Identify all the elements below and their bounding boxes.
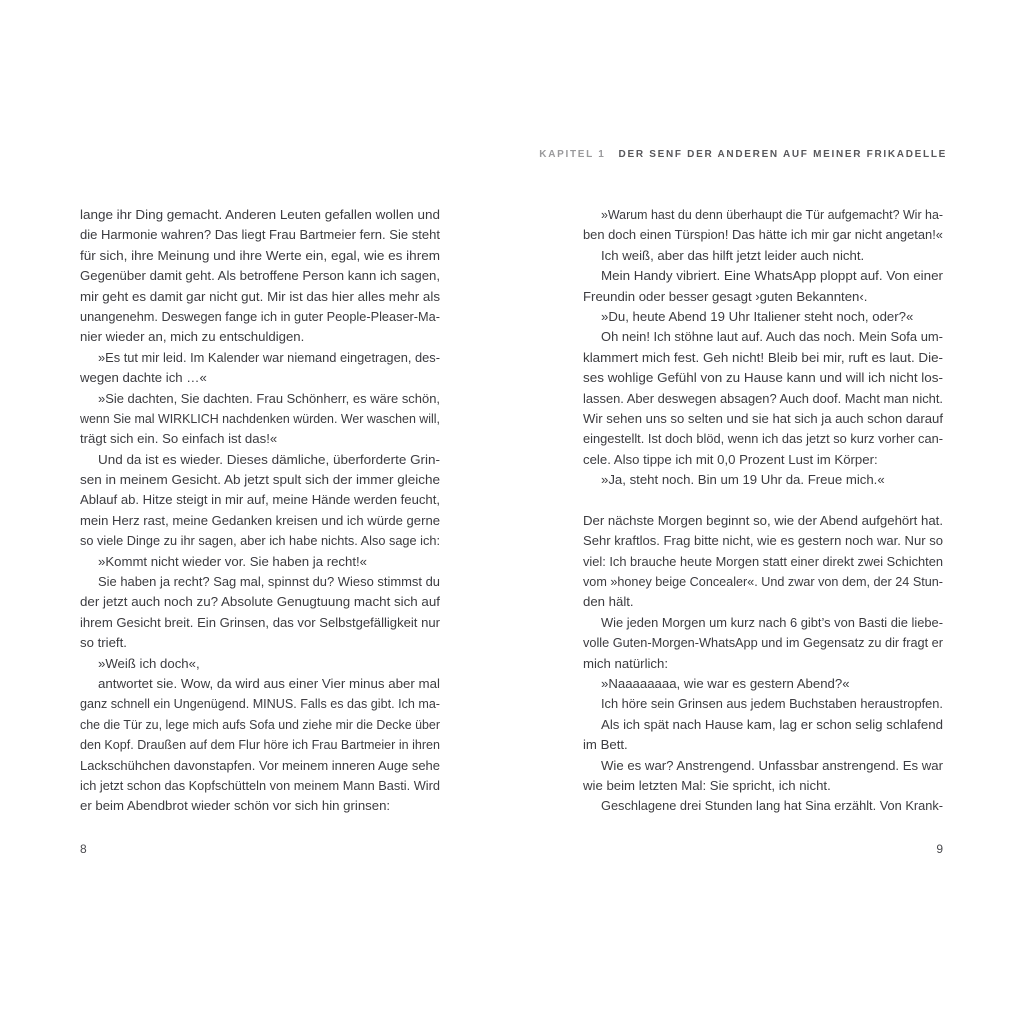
text-line-content: Sehr kraftlos. Frag bitte nicht, wie es gestern noch war. Nur so [583, 533, 943, 549]
text-line [583, 225, 943, 245]
text-line-content: ben doch einen Türspion! Das hätte ich mir gar nicht angetan!« [583, 227, 943, 243]
text-line [80, 470, 440, 490]
left-page-number: 8 [80, 842, 87, 856]
text-line-content: so viele Dinge zu ihr sagen, aber ich habe nichts. Also sage ich: [80, 533, 440, 549]
text-line-content: che die Tür zu, lege mich aufs Sofa und ziehe mir die Decke über [80, 716, 440, 732]
left-page-text [80, 205, 440, 817]
text-line [80, 674, 440, 694]
text-line [80, 796, 440, 816]
text-line [583, 348, 943, 368]
text-line [583, 287, 943, 307]
text-line-content: nier wieder an, mich zu entschuldigen. [80, 329, 305, 345]
text-line [583, 368, 943, 388]
text-line [80, 715, 440, 735]
text-line-content: Mein Handy vibriert. Eine WhatsApp ploppt auf. Von einer [601, 268, 943, 284]
text-line-content: im Bett. [583, 737, 628, 753]
text-line-content: ich jetzt schon das Kopfschütteln von meinem Mann Basti. Wird [80, 777, 440, 793]
text-line [583, 735, 943, 755]
text-line-content: Als ich spät nach Hause kam, lag er schon selig schlafend [601, 716, 943, 732]
text-line [583, 633, 943, 653]
text-line [80, 307, 440, 327]
text-line-content: wegen dachte ich …« [80, 370, 207, 386]
text-line [80, 205, 440, 225]
text-line-content: Gegenüber damit geht. Als betroffene Person kann ich sagen, [80, 268, 440, 284]
text-line [80, 429, 440, 449]
text-line-content: lange ihr Ding gemacht. Anderen Leuten gefallen wollen und [80, 207, 440, 222]
text-line-content: vom »honey beige Concealer«. Und zwar von dem, der 24 Stun- [583, 574, 943, 590]
text-line-content: Ich weiß, aber das hilft jetzt leider auch nicht. [601, 247, 865, 263]
text-line-content: »Du, heute Abend 19 Uhr Italiener steht noch, oder?« [601, 308, 914, 324]
text-line-content: mein Herz rast, meine Gedanken kreisen und ich würde gerne [80, 512, 440, 528]
text-line-content: er beim Abendbrot wieder schön vor sich hin grinsen: [80, 798, 391, 814]
text-line [583, 511, 943, 531]
text-line [583, 613, 943, 633]
text-line [80, 348, 440, 368]
text-line [583, 796, 943, 816]
text-line-content: ses wohlige Gefühl von zu Hause kann und will ich nicht los- [583, 370, 943, 386]
text-line [80, 694, 440, 714]
text-line [80, 592, 440, 612]
text-line [583, 756, 943, 776]
text-line-content: mir geht es damit gar nicht gut. Mir ist das hier alles mehr als [80, 288, 440, 304]
text-line-content: cele. Also tippe ich mit 0,0 Prozent Lust im Körper: [583, 451, 878, 467]
text-line [583, 552, 943, 572]
text-line-content: ganz schnell ein Ungenügend. MINUS. Falls es das gibt. Ich ma- [80, 696, 440, 712]
text-line [80, 531, 440, 551]
text-line [80, 572, 440, 592]
text-line-content: Wir sehen uns so selten und sie hat sich ja auch schon darauf [583, 410, 943, 426]
text-line-content: mich natürlich: [583, 655, 669, 671]
text-line-content: Freundin oder besser gesagt ›guten Bekannten‹. [583, 288, 868, 304]
text-line [583, 327, 943, 347]
text-line [583, 592, 943, 612]
text-line [583, 266, 943, 286]
text-line [80, 266, 440, 286]
text-line-content: der jetzt auch noch zu? Absolute Genugtuung macht sich auf [80, 594, 440, 610]
text-line [80, 327, 440, 347]
text-line [80, 450, 440, 470]
text-line [80, 511, 440, 531]
text-line [583, 389, 943, 409]
text-line-content: wenn Sie mal WIRKLICH nachdenken würden. Wer waschen will, [80, 410, 440, 426]
text-line [80, 756, 440, 776]
text-line-content: antwortet sie. Wow, da wird aus einer Vier minus aber mal [98, 675, 440, 691]
text-line-content: »Es tut mir leid. Im Kalender war niemand eingetragen, des- [98, 349, 440, 365]
text-line-content: den hält. [583, 594, 634, 610]
chapter-number-label: KAPITEL 1 [539, 149, 606, 160]
text-line-content: so trieft. [80, 635, 127, 651]
text-line [583, 694, 943, 714]
text-line-content: Und da ist es wieder. Dieses dämliche, überforderte Grin- [98, 451, 440, 467]
text-line [583, 450, 943, 470]
text-line [583, 429, 943, 449]
text-line [80, 368, 440, 388]
text-line-content: Ablauf ab. Hitze steigt in mir auf, meine Hände werden feucht, [80, 492, 440, 508]
text-line [80, 246, 440, 266]
text-line [583, 409, 943, 429]
text-line-content: klammert mich fest. Geh nicht! Bleib bei mir, ruft es laut. Die- [583, 349, 943, 365]
text-line-content: Sie haben ja recht? Sag mal, spinnst du? Wieso stimmst du [98, 574, 440, 590]
text-line-content: trägt sich ein. So einfach ist das!« [80, 431, 278, 447]
text-line-content: Ich höre sein Grinsen aus jedem Buchstaben heraustropfen. [601, 696, 943, 712]
text-line-content: volle Guten-Morgen-WhatsApp und im Gegensatz zu dir fragt er [583, 635, 943, 651]
text-line-content: »Warum hast du denn überhaupt die Tür aufgemacht? Wir ha- [601, 207, 943, 222]
text-line [80, 490, 440, 510]
text-line-content: »Weiß ich doch«, [98, 655, 200, 671]
text-line-content: Oh nein! Ich stöhne laut auf. Auch das noch. Mein Sofa um- [601, 329, 943, 345]
text-line [80, 633, 440, 653]
text-line [583, 205, 943, 225]
right-page-text [583, 205, 943, 817]
text-line-content: viel: Ich brauche heute Morgen statt einer direkt zwei Schichten [583, 553, 943, 569]
text-line-content: ihrem Gesicht breit. Ein Grinsen, das vor Selbstgefälligkeit nur [80, 614, 440, 630]
text-line-content: »Ja, steht noch. Bin um 19 Uhr da. Freue mich.« [601, 472, 885, 488]
text-line [80, 776, 440, 796]
text-line [583, 654, 943, 674]
text-line [583, 307, 943, 327]
text-line [583, 470, 943, 490]
right-page-number: 9 [936, 842, 943, 856]
text-line [80, 552, 440, 572]
text-line [80, 409, 440, 429]
text-line [583, 715, 943, 735]
text-line [80, 654, 440, 674]
text-line [583, 572, 943, 592]
right-page-lines [583, 205, 943, 817]
text-line [80, 613, 440, 633]
running-head [539, 149, 947, 160]
text-line-content: »Naaaaaaaa, wie war es gestern Abend?« [601, 675, 850, 691]
text-line-content: die Harmonie wahren? Das liegt Frau Bartmeier fern. Sie steht [80, 227, 440, 243]
text-line-content: eingestellt. Ist doch blöd, wenn ich das jetzt so kurz vorher can- [583, 431, 943, 447]
text-line-content: sen in meinem Gesicht. Ab jetzt spult sich der immer gleiche [80, 472, 441, 488]
text-line-content: Wie es war? Anstrengend. Unfassbar anstrengend. Es war [601, 757, 943, 773]
text-line [583, 776, 943, 796]
text-line [583, 674, 943, 694]
text-line-content: Der nächste Morgen beginnt so, wie der Abend aufgehört hat. [583, 512, 943, 528]
text-line-content: »Kommt nicht wieder vor. Sie haben ja recht!« [98, 553, 368, 569]
text-line-content: Geschlagene drei Stunden lang hat Sina erzählt. Von Krank- [601, 798, 943, 814]
text-line-content: lassen. Aber deswegen absagen? Auch doof. Macht man nicht. [583, 390, 943, 406]
text-line-content: wie beim letzten Mal: Sie spricht, ich nicht. [583, 777, 831, 793]
chapter-title: DER SENF DER ANDEREN AUF MEINER FRIKADELLE [618, 149, 947, 160]
text-line [80, 389, 440, 409]
text-line [583, 246, 943, 266]
text-line [80, 225, 440, 245]
left-page-lines [80, 205, 440, 817]
text-line [80, 287, 440, 307]
text-line-content: den Kopf. Draußen auf dem Flur höre ich Frau Bartmeier in ihren [80, 737, 440, 753]
text-line [80, 735, 440, 755]
text-line [583, 531, 943, 551]
text-line-content: Lackschühchen davonstapfen. Vor meinem inneren Auge sehe [80, 757, 440, 773]
text-line-content: Wie jeden Morgen um kurz nach 6 gibt’s von Basti die liebe- [601, 614, 943, 630]
text-line-content: unangenehm. Deswegen fange ich in guter People-Pleaser-Ma- [80, 308, 440, 324]
text-line-content: für sich, ihre Meinung und ihre Werte ein, egal, wie es ihrem [80, 247, 440, 263]
text-line-content: »Sie dachten, Sie dachten. Frau Schönherr, es wäre schön, [98, 390, 440, 406]
